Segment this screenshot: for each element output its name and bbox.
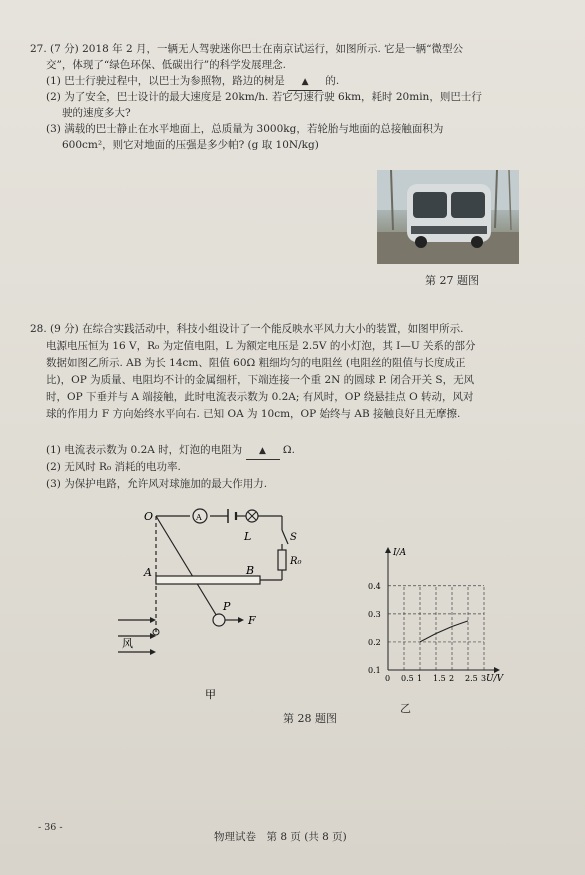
- q28-sub1-tail: Ω.: [282, 444, 295, 456]
- x-tick-label: 3: [481, 674, 487, 683]
- iu-chart: [360, 545, 504, 695]
- q27-sub3: (3) 满载的巴士静止在水平地面上，总质量为 3000kg，若轮胎与地面的总接触面积为: [46, 123, 444, 135]
- switch-S-label: S: [290, 532, 297, 543]
- q28-sub1-text: (1) 电流表示数为 0.2A 时，灯泡的电阻为: [46, 444, 243, 456]
- footer-title: 物理试卷 第 8 页 (共 8 页): [214, 831, 347, 843]
- wind-label: 风: [122, 637, 133, 650]
- y-tick-label: 0.2: [368, 637, 381, 647]
- point-A-label: A: [144, 566, 152, 579]
- x-tick-label: 2: [449, 674, 455, 683]
- q27-figure-caption: 第 27 题图: [425, 274, 479, 287]
- q28-sub2: (2) 无风时 R₀ 消耗的电功率.: [46, 461, 181, 473]
- q27-sub3-cont: 600cm²，则它对地面的压强是多少帕? (g 取 10N/kg): [62, 139, 319, 151]
- x-tick-label: 2.5: [465, 674, 478, 683]
- q28-sub1-blank: [246, 443, 280, 460]
- figure-jia-label: 甲: [205, 688, 216, 701]
- q27-sub2: (2) 为了安全，巴士设计的最大速度是 20km/h. 若它匀速行驶 6km，耗时 20min，则巴士行: [46, 91, 482, 103]
- y-tick-label: 0.4: [368, 581, 381, 591]
- force-F-label: F: [248, 614, 256, 627]
- q28-line5: 时，OP 下垂并与 A 端接触，此时电流表示数为 0.2A; 有风时，OP 绕悬挂点 O 转动，风对: [46, 391, 474, 403]
- y-tick-label: 0.1: [368, 666, 381, 675]
- x-tick-label: 1: [417, 674, 423, 683]
- resistor-R0-label: R₀: [290, 556, 302, 567]
- q28-sub3: (3) 为保护电路，允许风对球施加的最大作用力.: [46, 478, 268, 490]
- page-number: - 36 -: [38, 822, 63, 833]
- chart-yi-label: 乙: [400, 702, 411, 715]
- q27-line2: 交”，体现了“绿色环保、低碳出行”的科学发展理念.: [46, 59, 286, 71]
- q28-line2: 电源电压恒为 16 V，R₀ 为定值电阻，L 为额定电压是 2.5V 的小灯泡，其 I—U 关系的部分: [46, 340, 476, 352]
- ball-P-label: P: [223, 600, 231, 613]
- q27-sub1-tail: 的.: [325, 75, 340, 87]
- q28-line3: 数据如图乙所示. AB 为长 14cm、阻值 60Ω 粗细均匀的电阻丝 (电阻丝的阻值与长度成正: [46, 357, 466, 369]
- q28-sub1: [46, 443, 295, 460]
- lamp-L-label: L: [244, 530, 252, 543]
- q28-line4: 比)，OP 为质量、电阻均不计的金属细杆，下端连接一个重 2N 的圆球 P. 闭合开关 S，无风: [46, 374, 475, 386]
- q27-sub2-cont: 驶的速度多大?: [62, 107, 131, 119]
- x-axis-label: U/V: [486, 674, 504, 684]
- x-axis-arrow-icon: [494, 667, 500, 673]
- x-tick-label: 0: [385, 674, 391, 683]
- ammeter-icon: A: [196, 513, 202, 522]
- chart-grid: [388, 586, 484, 670]
- y-axis-arrow-icon: [385, 547, 391, 553]
- point-B-label: B: [246, 564, 255, 577]
- q27-sub1: [46, 74, 339, 91]
- q27-sub1-blank: [288, 74, 322, 91]
- answer-triangle-icon: ▲: [301, 77, 309, 87]
- chart-axes: [385, 547, 500, 673]
- x-tick-label: 0.5: [401, 674, 414, 683]
- y-tick-label: 0.3: [368, 609, 381, 619]
- q27-sub1-text: (1) 巴士行驶过程中，以巴士为参照物，路边的树是: [46, 75, 285, 87]
- chart-series: [420, 621, 468, 642]
- q28-line6: 球的作用力 F 方向始终水平向右. 已知 OA 为 10cm，OP 始终与 AB 接触良好且无摩擦.: [46, 408, 461, 420]
- answer-triangle-icon: ▲: [259, 446, 266, 456]
- x-tick-label: 1.5: [433, 674, 446, 683]
- chart-ticks: [368, 582, 486, 683]
- q27-line1: 27. (7 分) 2018 年 2 月，一辆无人驾驶迷你巴士在南京试运行，如图所示. 它是一辆“微型公: [30, 43, 464, 55]
- circuit-diagram: [110, 500, 320, 700]
- point-O-label: O: [144, 510, 154, 523]
- bus-photo: [377, 170, 519, 264]
- iu-curve: [420, 621, 468, 642]
- y-axis-label: I/A: [393, 548, 407, 558]
- q28-figure-caption: 第 28 题图: [283, 712, 337, 725]
- q28-line1: 28. (9 分) 在综合实践活动中，科技小组设计了一个能反映水平风力大小的装置，如图甲所示.: [30, 323, 464, 335]
